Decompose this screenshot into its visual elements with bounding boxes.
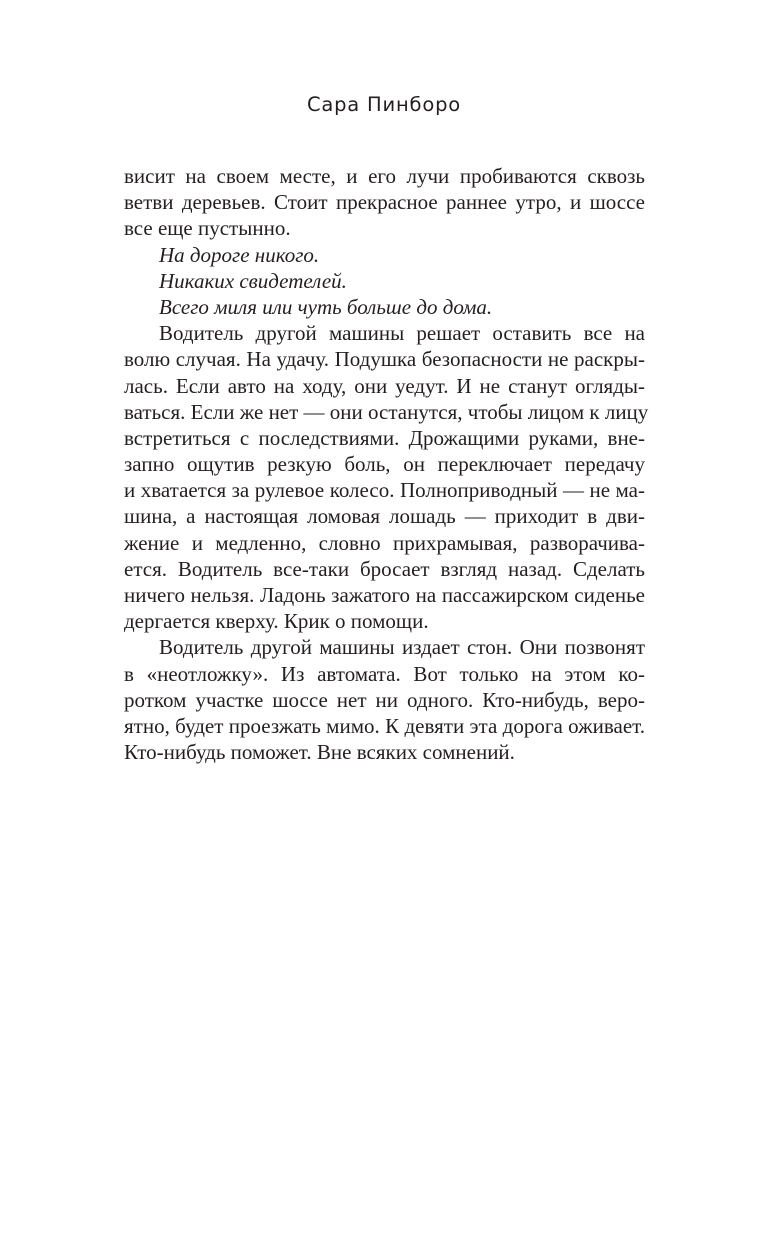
- text-line: ничего нельзя. Ладонь зажатого на пассажирском сиденье: [124, 583, 645, 607]
- italic-line: На дороге никого.: [159, 242, 320, 267]
- text-line: все еще пустынно.: [124, 216, 291, 241]
- text-line: ется. Водитель все-таки бросает взгляд назад. Сделать: [124, 556, 645, 581]
- text-line: запно ощутив резкую боль, он переключает передачу: [124, 452, 645, 477]
- text-line: встретиться с последствиями. Дрожащими руками, вне-: [124, 425, 645, 450]
- italic-line: Никаких свидетелей.: [159, 268, 347, 293]
- text-line: волю случая. На удачу. Подушка безопасности не раскры-: [124, 347, 645, 372]
- text-line: шина, а настоящая ломовая лошадь — приходит в дви-: [124, 504, 645, 529]
- text-line: ветви деревьев. Стоит прекрасное раннее утро, и шоссе: [124, 190, 645, 215]
- text-line: ятно, будет проезжать мимо. К девяти эта дорога оживает.: [124, 713, 645, 738]
- text-line: висит на своем месте, и его лучи пробиваются сквозь: [124, 164, 645, 188]
- italic-line: Всего миля или чуть больше до дома.: [159, 294, 493, 319]
- text-line: и хватается за рулевое колесо. Полноприводный — не ма-: [124, 478, 645, 503]
- text-line: ваться. Если же нет — они останутся, чтобы лицом к лицу: [124, 399, 649, 424]
- text-line: лась. Если авто на ходу, они уедут. И не станут огляды-: [124, 373, 645, 398]
- text-line: ротком участке шоссе нет ни одного. Кто-нибудь, веро-: [124, 687, 645, 712]
- paragraph-start-line: Водитель другой машины издает стон. Они позвонят: [159, 635, 645, 660]
- text-line: жение и медленно, словно прихрамывая, разворачива-: [124, 530, 645, 555]
- text-line: дергается кверху. Крик о помощи.: [124, 609, 429, 634]
- running-head: Сара Пинборо: [306, 93, 462, 116]
- text-line: в «неотложку». Из автомата. Вот только на этом ко-: [124, 661, 645, 686]
- body-text: [124, 163, 649, 765]
- text-line: Кто-нибудь поможет. Вне всяких сомнений.: [124, 740, 515, 765]
- paragraph-start-line: Водитель другой машины решает оставить все на: [159, 321, 645, 346]
